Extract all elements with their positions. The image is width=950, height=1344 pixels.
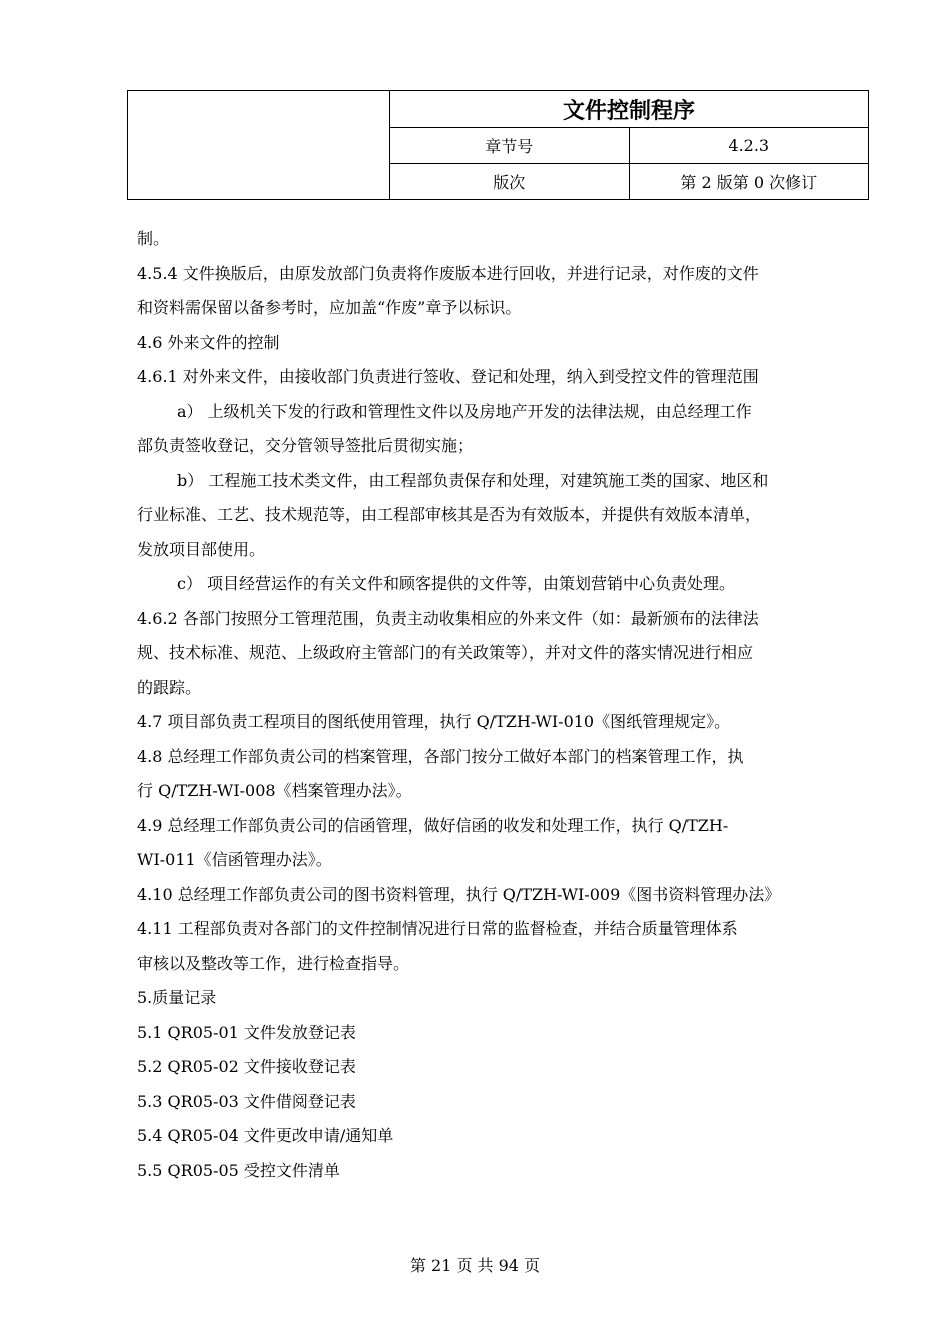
body-line: 4.6.2 各部门按照分工管理范围，负责主动收集相应的外来文件（如：最新颁布的法律法 [137, 608, 759, 628]
body-line: c） 项目经营运作的有关文件和顾客提供的文件等，由策划营销中心负责处理。 [177, 574, 736, 593]
body-line: 规、技术标准、规范、上级政府主管部门的有关政策等），并对文件的落实情况进行相应 [137, 643, 754, 662]
body-line: 4.10 总经理工作部负责公司的图书资料管理，执行 Q/TZH-WI-009《图书资料管理办法》 [137, 884, 781, 904]
page-number-footer: 第 21 页 共 94 页 [409, 1256, 541, 1275]
body-line: 发放项目部使用。 [137, 539, 266, 559]
document-header-table [127, 90, 869, 200]
logo-cell [128, 91, 390, 200]
chapter-label: 章节号 [390, 128, 630, 164]
body-line: 制。 [137, 229, 170, 248]
body-line: 审核以及整改等工作，进行检查指导。 [137, 953, 410, 973]
document-title: 文件控制程序 [390, 91, 869, 128]
body-line: 5.2 QR05-02 文件接收登记表 [137, 1057, 356, 1076]
body-line: b） 工程施工技术类文件，由工程部负责保存和处理，对建筑施工类的国家、地区和 [177, 470, 769, 490]
body-line: 4.6.1 对外来文件，由接收部门负责进行签收、登记和处理，纳入到受控文件的管理范围 [137, 367, 759, 386]
body-line: a） 上级机关下发的行政和管理性文件以及房地产开发的法律法规，由总经理工作 [177, 401, 752, 421]
body-line: 部负责签收登记，交分管领导签批后贯彻实施； [137, 436, 474, 455]
body-line: 5.1 QR05-01 文件发放登记表 [137, 1022, 356, 1042]
body-line: 的跟踪。 [137, 677, 202, 697]
body-line: 5.4 QR05-04 文件更改申请/通知单 [137, 1126, 394, 1145]
body-line: 4.9 总经理工作部负责公司的信函管理，做好信函的收发和处理工作，执行 Q/TZH- [137, 815, 729, 835]
edition-value: 第 2 版第 0 次修订 [629, 164, 869, 200]
body-line: 行 Q/TZH-WI-008《档案管理办法》。 [137, 781, 412, 800]
body-line: 4.8 总经理工作部负责公司的档案管理，各部门按分工做好本部门的档案管理工作，执 [137, 746, 744, 766]
body-line: 4.5.4 文件换版后，由原发放部门负责将作废版本进行回收，并进行记录，对作废的文件 [137, 263, 759, 283]
body-line: 4.7 项目部负责工程项目的图纸使用管理，执行 Q/TZH-WI-010《图纸管理规定》。 [137, 712, 731, 731]
body-line: WI-011《信函管理办法》。 [137, 850, 332, 869]
chapter-value: 4.2.3 [629, 128, 869, 164]
body-line: 5.质量记录 [137, 988, 217, 1007]
body-line: 行业标准、工艺、技术规范等，由工程部审核其是否为有效版本，并提供有效版本清单， [137, 505, 762, 524]
body-line: 5.3 QR05-03 文件借阅登记表 [137, 1091, 356, 1111]
body-line: 和资料需保留以备参考时，应加盖“作废”章予以标识。 [137, 298, 522, 317]
edition-label: 版次 [390, 164, 630, 200]
body-line: 4.11 工程部负责对各部门的文件控制情况进行日常的监督检查，并结合质量管理体系 [137, 919, 738, 938]
body-line: 5.5 QR05-05 受控文件清单 [137, 1160, 340, 1180]
body-line: 4.6 外来文件的控制 [137, 332, 280, 352]
document-body [137, 222, 865, 1188]
